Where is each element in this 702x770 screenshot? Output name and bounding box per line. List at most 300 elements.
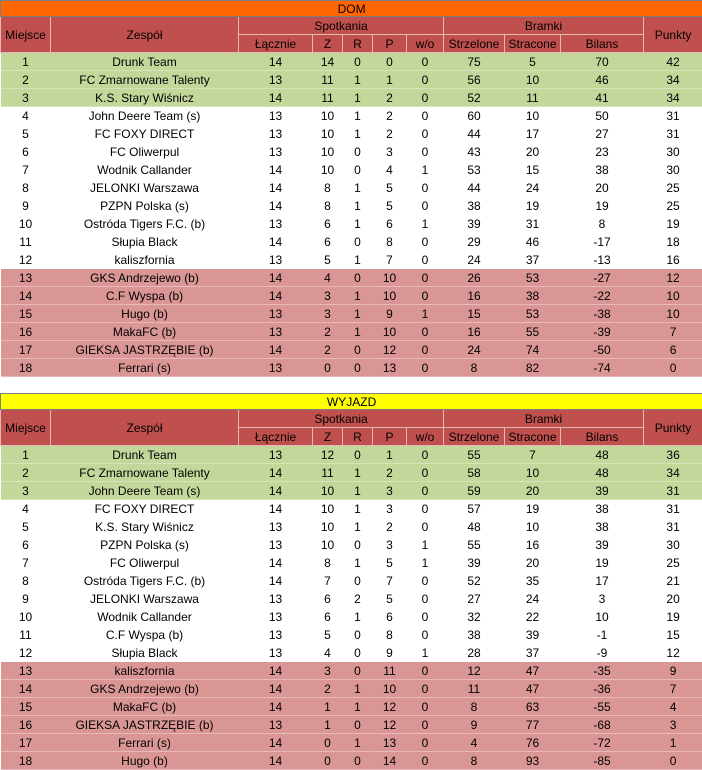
cell-z: 0 — [313, 734, 343, 752]
cell-z: 6 — [313, 215, 343, 233]
cell-stracone: 46 — [505, 233, 561, 251]
cell-p: 6 — [373, 215, 407, 233]
cell-lacznie: 13 — [239, 359, 313, 377]
cell-stracone: 77 — [505, 716, 561, 734]
cell-p: 7 — [373, 572, 407, 590]
cell-wo: 1 — [407, 215, 444, 233]
cell-bilans: -9 — [561, 644, 644, 662]
cell-bilans: -72 — [561, 734, 644, 752]
table-row — [1, 125, 702, 143]
cell-stracone: 20 — [505, 143, 561, 161]
cell-miejsce: 10 — [1, 215, 51, 233]
cell-bilans: 19 — [561, 197, 644, 215]
header-strzelone: Strzelone — [444, 35, 505, 53]
cell-strzelone: 8 — [444, 359, 505, 377]
cell-wo: 0 — [407, 71, 444, 89]
cell-punkty: 16 — [644, 251, 702, 269]
cell-miejsce: 15 — [1, 305, 51, 323]
header-r: R — [343, 35, 373, 53]
cell-bilans: 23 — [561, 143, 644, 161]
cell-r: 0 — [343, 662, 373, 680]
cell-zespol: kaliszfornia — [51, 662, 239, 680]
table-row — [1, 626, 702, 644]
cell-z: 2 — [313, 323, 343, 341]
cell-bilans: -36 — [561, 680, 644, 698]
cell-lacznie: 13 — [239, 125, 313, 143]
cell-zespol: kaliszfornia — [51, 251, 239, 269]
cell-miejsce: 9 — [1, 590, 51, 608]
table-row — [1, 179, 702, 197]
cell-strzelone: 38 — [444, 626, 505, 644]
cell-punkty: 10 — [644, 305, 702, 323]
cell-miejsce: 7 — [1, 554, 51, 572]
cell-z: 10 — [313, 500, 343, 518]
table-row — [1, 554, 702, 572]
cell-punkty: 19 — [644, 215, 702, 233]
cell-strzelone: 39 — [444, 215, 505, 233]
table-row — [1, 662, 702, 680]
cell-r: 1 — [343, 125, 373, 143]
cell-zespol: John Deere Team (s) — [51, 107, 239, 125]
cell-lacznie: 14 — [239, 482, 313, 500]
header-stracone: Stracone — [505, 35, 561, 53]
cell-punkty: 20 — [644, 590, 702, 608]
cell-zespol: FC Oliwerpul — [51, 554, 239, 572]
cell-z: 12 — [313, 446, 343, 464]
cell-bilans: 48 — [561, 446, 644, 464]
cell-r: 1 — [343, 197, 373, 215]
cell-miejsce: 5 — [1, 125, 51, 143]
cell-p: 10 — [373, 323, 407, 341]
cell-bilans: 48 — [561, 464, 644, 482]
header-spotkania: Spotkania — [239, 17, 444, 35]
away-table-title: WYJAZD — [1, 394, 702, 410]
cell-r: 1 — [343, 482, 373, 500]
cell-p: 12 — [373, 341, 407, 359]
cell-zespol: Hugo (b) — [51, 752, 239, 770]
cell-zespol: FC FOXY DIRECT — [51, 500, 239, 518]
cell-r: 1 — [343, 734, 373, 752]
cell-bilans: -13 — [561, 251, 644, 269]
cell-wo: 1 — [407, 536, 444, 554]
cell-miejsce: 11 — [1, 233, 51, 251]
cell-punkty: 34 — [644, 464, 702, 482]
cell-zespol: GIEKSA JASTRZĘBIE (b) — [51, 341, 239, 359]
cell-miejsce: 18 — [1, 359, 51, 377]
cell-stracone: 93 — [505, 752, 561, 770]
cell-z: 1 — [313, 698, 343, 716]
cell-p: 14 — [373, 752, 407, 770]
cell-miejsce: 12 — [1, 644, 51, 662]
cell-punkty: 7 — [644, 680, 702, 698]
table-row — [1, 269, 702, 287]
cell-lacznie: 14 — [239, 233, 313, 251]
header-strzelone: Strzelone — [444, 428, 505, 446]
cell-wo: 0 — [407, 500, 444, 518]
cell-lacznie: 13 — [239, 626, 313, 644]
cell-p: 3 — [373, 482, 407, 500]
cell-lacznie: 13 — [239, 215, 313, 233]
cell-r: 0 — [343, 572, 373, 590]
cell-r: 1 — [343, 305, 373, 323]
home-standings-table — [0, 0, 702, 377]
cell-zespol: Wodnik Callander — [51, 608, 239, 626]
cell-r: 1 — [343, 680, 373, 698]
cell-wo: 0 — [407, 179, 444, 197]
cell-stracone: 82 — [505, 359, 561, 377]
cell-z: 6 — [313, 233, 343, 251]
cell-z: 14 — [313, 53, 343, 71]
cell-miejsce: 8 — [1, 179, 51, 197]
cell-punkty: 0 — [644, 359, 702, 377]
cell-wo: 0 — [407, 341, 444, 359]
cell-p: 5 — [373, 179, 407, 197]
cell-r: 1 — [343, 89, 373, 107]
cell-p: 12 — [373, 716, 407, 734]
cell-z: 10 — [313, 125, 343, 143]
home-table-title: DOM — [1, 1, 702, 17]
cell-r: 0 — [343, 446, 373, 464]
cell-z: 5 — [313, 251, 343, 269]
cell-miejsce: 6 — [1, 536, 51, 554]
cell-bilans: 38 — [561, 500, 644, 518]
cell-punkty: 7 — [644, 323, 702, 341]
cell-strzelone: 52 — [444, 89, 505, 107]
cell-bilans: 8 — [561, 215, 644, 233]
cell-r: 0 — [343, 233, 373, 251]
cell-bilans: -38 — [561, 305, 644, 323]
cell-miejsce: 15 — [1, 698, 51, 716]
cell-z: 11 — [313, 464, 343, 482]
table-row — [1, 161, 702, 179]
cell-r: 1 — [343, 698, 373, 716]
cell-punkty: 25 — [644, 179, 702, 197]
cell-z: 6 — [313, 608, 343, 626]
cell-lacznie: 14 — [239, 734, 313, 752]
cell-bilans: -35 — [561, 662, 644, 680]
cell-zespol: Wodnik Callander — [51, 161, 239, 179]
cell-r: 1 — [343, 71, 373, 89]
cell-lacznie: 14 — [239, 662, 313, 680]
cell-stracone: 7 — [505, 446, 561, 464]
cell-wo: 0 — [407, 269, 444, 287]
cell-r: 0 — [343, 161, 373, 179]
cell-stracone: 53 — [505, 305, 561, 323]
cell-r: 1 — [343, 107, 373, 125]
cell-wo: 1 — [407, 161, 444, 179]
cell-punkty: 34 — [644, 89, 702, 107]
cell-wo: 1 — [407, 554, 444, 572]
cell-strzelone: 11 — [444, 680, 505, 698]
cell-miejsce: 16 — [1, 323, 51, 341]
cell-zespol: GKS Andrzejewo (b) — [51, 269, 239, 287]
cell-r: 0 — [343, 644, 373, 662]
table-row — [1, 89, 702, 107]
cell-punkty: 34 — [644, 71, 702, 89]
cell-miejsce: 3 — [1, 89, 51, 107]
cell-wo: 0 — [407, 446, 444, 464]
cell-bilans: 20 — [561, 179, 644, 197]
cell-r: 1 — [343, 179, 373, 197]
cell-lacznie: 13 — [239, 323, 313, 341]
table-row — [1, 482, 702, 500]
cell-strzelone: 24 — [444, 251, 505, 269]
cell-p: 5 — [373, 197, 407, 215]
cell-wo: 0 — [407, 125, 444, 143]
cell-r: 1 — [343, 500, 373, 518]
cell-punkty: 36 — [644, 446, 702, 464]
cell-stracone: 76 — [505, 734, 561, 752]
cell-bilans: -74 — [561, 359, 644, 377]
cell-miejsce: 2 — [1, 464, 51, 482]
cell-stracone: 24 — [505, 179, 561, 197]
cell-p: 10 — [373, 680, 407, 698]
cell-z: 11 — [313, 89, 343, 107]
cell-bilans: 38 — [561, 161, 644, 179]
cell-bilans: 3 — [561, 590, 644, 608]
cell-miejsce: 10 — [1, 608, 51, 626]
cell-strzelone: 43 — [444, 143, 505, 161]
header-p: P — [373, 35, 407, 53]
table-row — [1, 446, 702, 464]
cell-lacznie: 13 — [239, 608, 313, 626]
cell-wo: 0 — [407, 734, 444, 752]
cell-zespol: Hugo (b) — [51, 305, 239, 323]
cell-r: 1 — [343, 608, 373, 626]
home-table-body — [1, 53, 702, 377]
cell-lacznie: 13 — [239, 71, 313, 89]
cell-p: 12 — [373, 698, 407, 716]
cell-stracone: 22 — [505, 608, 561, 626]
cell-r: 0 — [343, 716, 373, 734]
cell-lacznie: 14 — [239, 554, 313, 572]
cell-p: 9 — [373, 305, 407, 323]
cell-wo: 0 — [407, 323, 444, 341]
cell-z: 10 — [313, 536, 343, 554]
cell-wo: 0 — [407, 359, 444, 377]
cell-zespol: FC FOXY DIRECT — [51, 125, 239, 143]
cell-punkty: 12 — [644, 269, 702, 287]
cell-lacznie: 13 — [239, 536, 313, 554]
cell-stracone: 10 — [505, 518, 561, 536]
cell-punkty: 31 — [644, 125, 702, 143]
cell-lacznie: 13 — [239, 644, 313, 662]
header-bramki: Bramki — [444, 17, 644, 35]
cell-miejsce: 17 — [1, 734, 51, 752]
cell-stracone: 10 — [505, 464, 561, 482]
cell-miejsce: 9 — [1, 197, 51, 215]
table-row — [1, 323, 702, 341]
cell-wo: 0 — [407, 698, 444, 716]
cell-p: 3 — [373, 500, 407, 518]
table-row — [1, 341, 702, 359]
cell-zespol: C.F Wyspa (b) — [51, 287, 239, 305]
cell-z: 4 — [313, 644, 343, 662]
cell-strzelone: 52 — [444, 572, 505, 590]
cell-punkty: 30 — [644, 161, 702, 179]
cell-miejsce: 4 — [1, 107, 51, 125]
cell-z: 2 — [313, 341, 343, 359]
cell-bilans: 41 — [561, 89, 644, 107]
cell-strzelone: 55 — [444, 446, 505, 464]
cell-punkty: 10 — [644, 287, 702, 305]
cell-lacznie: 13 — [239, 143, 313, 161]
table-row — [1, 698, 702, 716]
cell-p: 13 — [373, 359, 407, 377]
cell-stracone: 39 — [505, 626, 561, 644]
cell-miejsce: 4 — [1, 500, 51, 518]
cell-lacznie: 14 — [239, 464, 313, 482]
cell-p: 9 — [373, 644, 407, 662]
cell-z: 3 — [313, 662, 343, 680]
cell-strzelone: 12 — [444, 662, 505, 680]
cell-bilans: -55 — [561, 698, 644, 716]
cell-lacznie: 13 — [239, 590, 313, 608]
cell-r: 1 — [343, 287, 373, 305]
away-table-body — [1, 446, 702, 770]
cell-z: 3 — [313, 287, 343, 305]
cell-stracone: 16 — [505, 536, 561, 554]
cell-p: 7 — [373, 251, 407, 269]
cell-bilans: 19 — [561, 554, 644, 572]
cell-r: 1 — [343, 323, 373, 341]
cell-stracone: 10 — [505, 107, 561, 125]
cell-stracone: 11 — [505, 89, 561, 107]
cell-bilans: -68 — [561, 716, 644, 734]
cell-zespol: PZPN Polska (s) — [51, 197, 239, 215]
cell-bilans: -50 — [561, 341, 644, 359]
cell-stracone: 19 — [505, 197, 561, 215]
cell-wo: 0 — [407, 608, 444, 626]
header-spotkania: Spotkania — [239, 410, 444, 428]
cell-miejsce: 1 — [1, 53, 51, 71]
cell-z: 5 — [313, 626, 343, 644]
cell-punkty: 15 — [644, 626, 702, 644]
cell-stracone: 20 — [505, 482, 561, 500]
header-r: R — [343, 428, 373, 446]
cell-lacznie: 14 — [239, 752, 313, 770]
cell-punkty: 1 — [644, 734, 702, 752]
cell-wo: 0 — [407, 482, 444, 500]
cell-wo: 0 — [407, 626, 444, 644]
cell-p: 5 — [373, 590, 407, 608]
cell-stracone: 63 — [505, 698, 561, 716]
cell-strzelone: 32 — [444, 608, 505, 626]
cell-miejsce: 2 — [1, 71, 51, 89]
cell-stracone: 15 — [505, 161, 561, 179]
cell-bilans: -1 — [561, 626, 644, 644]
cell-z: 1 — [313, 716, 343, 734]
cell-miejsce: 1 — [1, 446, 51, 464]
cell-miejsce: 8 — [1, 572, 51, 590]
cell-punkty: 18 — [644, 233, 702, 251]
cell-punkty: 6 — [644, 341, 702, 359]
cell-z: 10 — [313, 161, 343, 179]
cell-wo: 0 — [407, 572, 444, 590]
cell-wo: 0 — [407, 518, 444, 536]
cell-wo: 0 — [407, 251, 444, 269]
cell-bilans: -22 — [561, 287, 644, 305]
cell-stracone: 37 — [505, 251, 561, 269]
cell-p: 6 — [373, 608, 407, 626]
cell-punkty: 3 — [644, 716, 702, 734]
cell-strzelone: 48 — [444, 518, 505, 536]
cell-strzelone: 8 — [444, 752, 505, 770]
cell-wo: 1 — [407, 644, 444, 662]
cell-punkty: 21 — [644, 572, 702, 590]
cell-lacznie: 14 — [239, 161, 313, 179]
cell-r: 0 — [343, 269, 373, 287]
cell-miejsce: 14 — [1, 287, 51, 305]
cell-z: 4 — [313, 269, 343, 287]
cell-zespol: PZPN Polska (s) — [51, 536, 239, 554]
cell-strzelone: 44 — [444, 179, 505, 197]
cell-bilans: 10 — [561, 608, 644, 626]
cell-zespol: K.S. Stary Wiśnicz — [51, 89, 239, 107]
cell-z: 0 — [313, 752, 343, 770]
cell-stracone: 47 — [505, 680, 561, 698]
cell-stracone: 35 — [505, 572, 561, 590]
header-punkty: Punkty — [644, 17, 702, 53]
cell-miejsce: 6 — [1, 143, 51, 161]
cell-lacznie: 13 — [239, 716, 313, 734]
cell-zespol: FC Zmarnowane Talenty — [51, 464, 239, 482]
cell-lacznie: 14 — [239, 698, 313, 716]
cell-r: 1 — [343, 251, 373, 269]
header-zespol: Zespół — [51, 17, 239, 53]
cell-zespol: Słupia Black — [51, 644, 239, 662]
cell-p: 8 — [373, 233, 407, 251]
cell-r: 1 — [343, 215, 373, 233]
cell-punkty: 31 — [644, 518, 702, 536]
cell-strzelone: 53 — [444, 161, 505, 179]
cell-strzelone: 58 — [444, 464, 505, 482]
cell-punkty: 25 — [644, 197, 702, 215]
cell-p: 3 — [373, 536, 407, 554]
cell-z: 11 — [313, 71, 343, 89]
table-row — [1, 590, 702, 608]
cell-strzelone: 75 — [444, 53, 505, 71]
cell-lacznie: 14 — [239, 572, 313, 590]
header-lacznie: Łącznie — [239, 428, 313, 446]
cell-wo: 0 — [407, 464, 444, 482]
cell-wo: 0 — [407, 590, 444, 608]
table-row — [1, 197, 702, 215]
cell-punkty: 30 — [644, 143, 702, 161]
table-row — [1, 107, 702, 125]
cell-zespol: John Deere Team (s) — [51, 482, 239, 500]
cell-z: 10 — [313, 518, 343, 536]
cell-r: 0 — [343, 536, 373, 554]
cell-lacznie: 13 — [239, 107, 313, 125]
cell-z: 0 — [313, 359, 343, 377]
cell-stracone: 74 — [505, 341, 561, 359]
cell-p: 11 — [373, 662, 407, 680]
cell-lacznie: 13 — [239, 305, 313, 323]
table-row — [1, 464, 702, 482]
cell-wo: 0 — [407, 89, 444, 107]
cell-punkty: 4 — [644, 698, 702, 716]
cell-stracone: 19 — [505, 500, 561, 518]
cell-strzelone: 16 — [444, 287, 505, 305]
cell-stracone: 17 — [505, 125, 561, 143]
table-row — [1, 305, 702, 323]
cell-z: 6 — [313, 590, 343, 608]
cell-stracone: 53 — [505, 269, 561, 287]
cell-zespol: Ostróda Tigers F.C. (b) — [51, 215, 239, 233]
cell-strzelone: 39 — [444, 554, 505, 572]
cell-strzelone: 28 — [444, 644, 505, 662]
